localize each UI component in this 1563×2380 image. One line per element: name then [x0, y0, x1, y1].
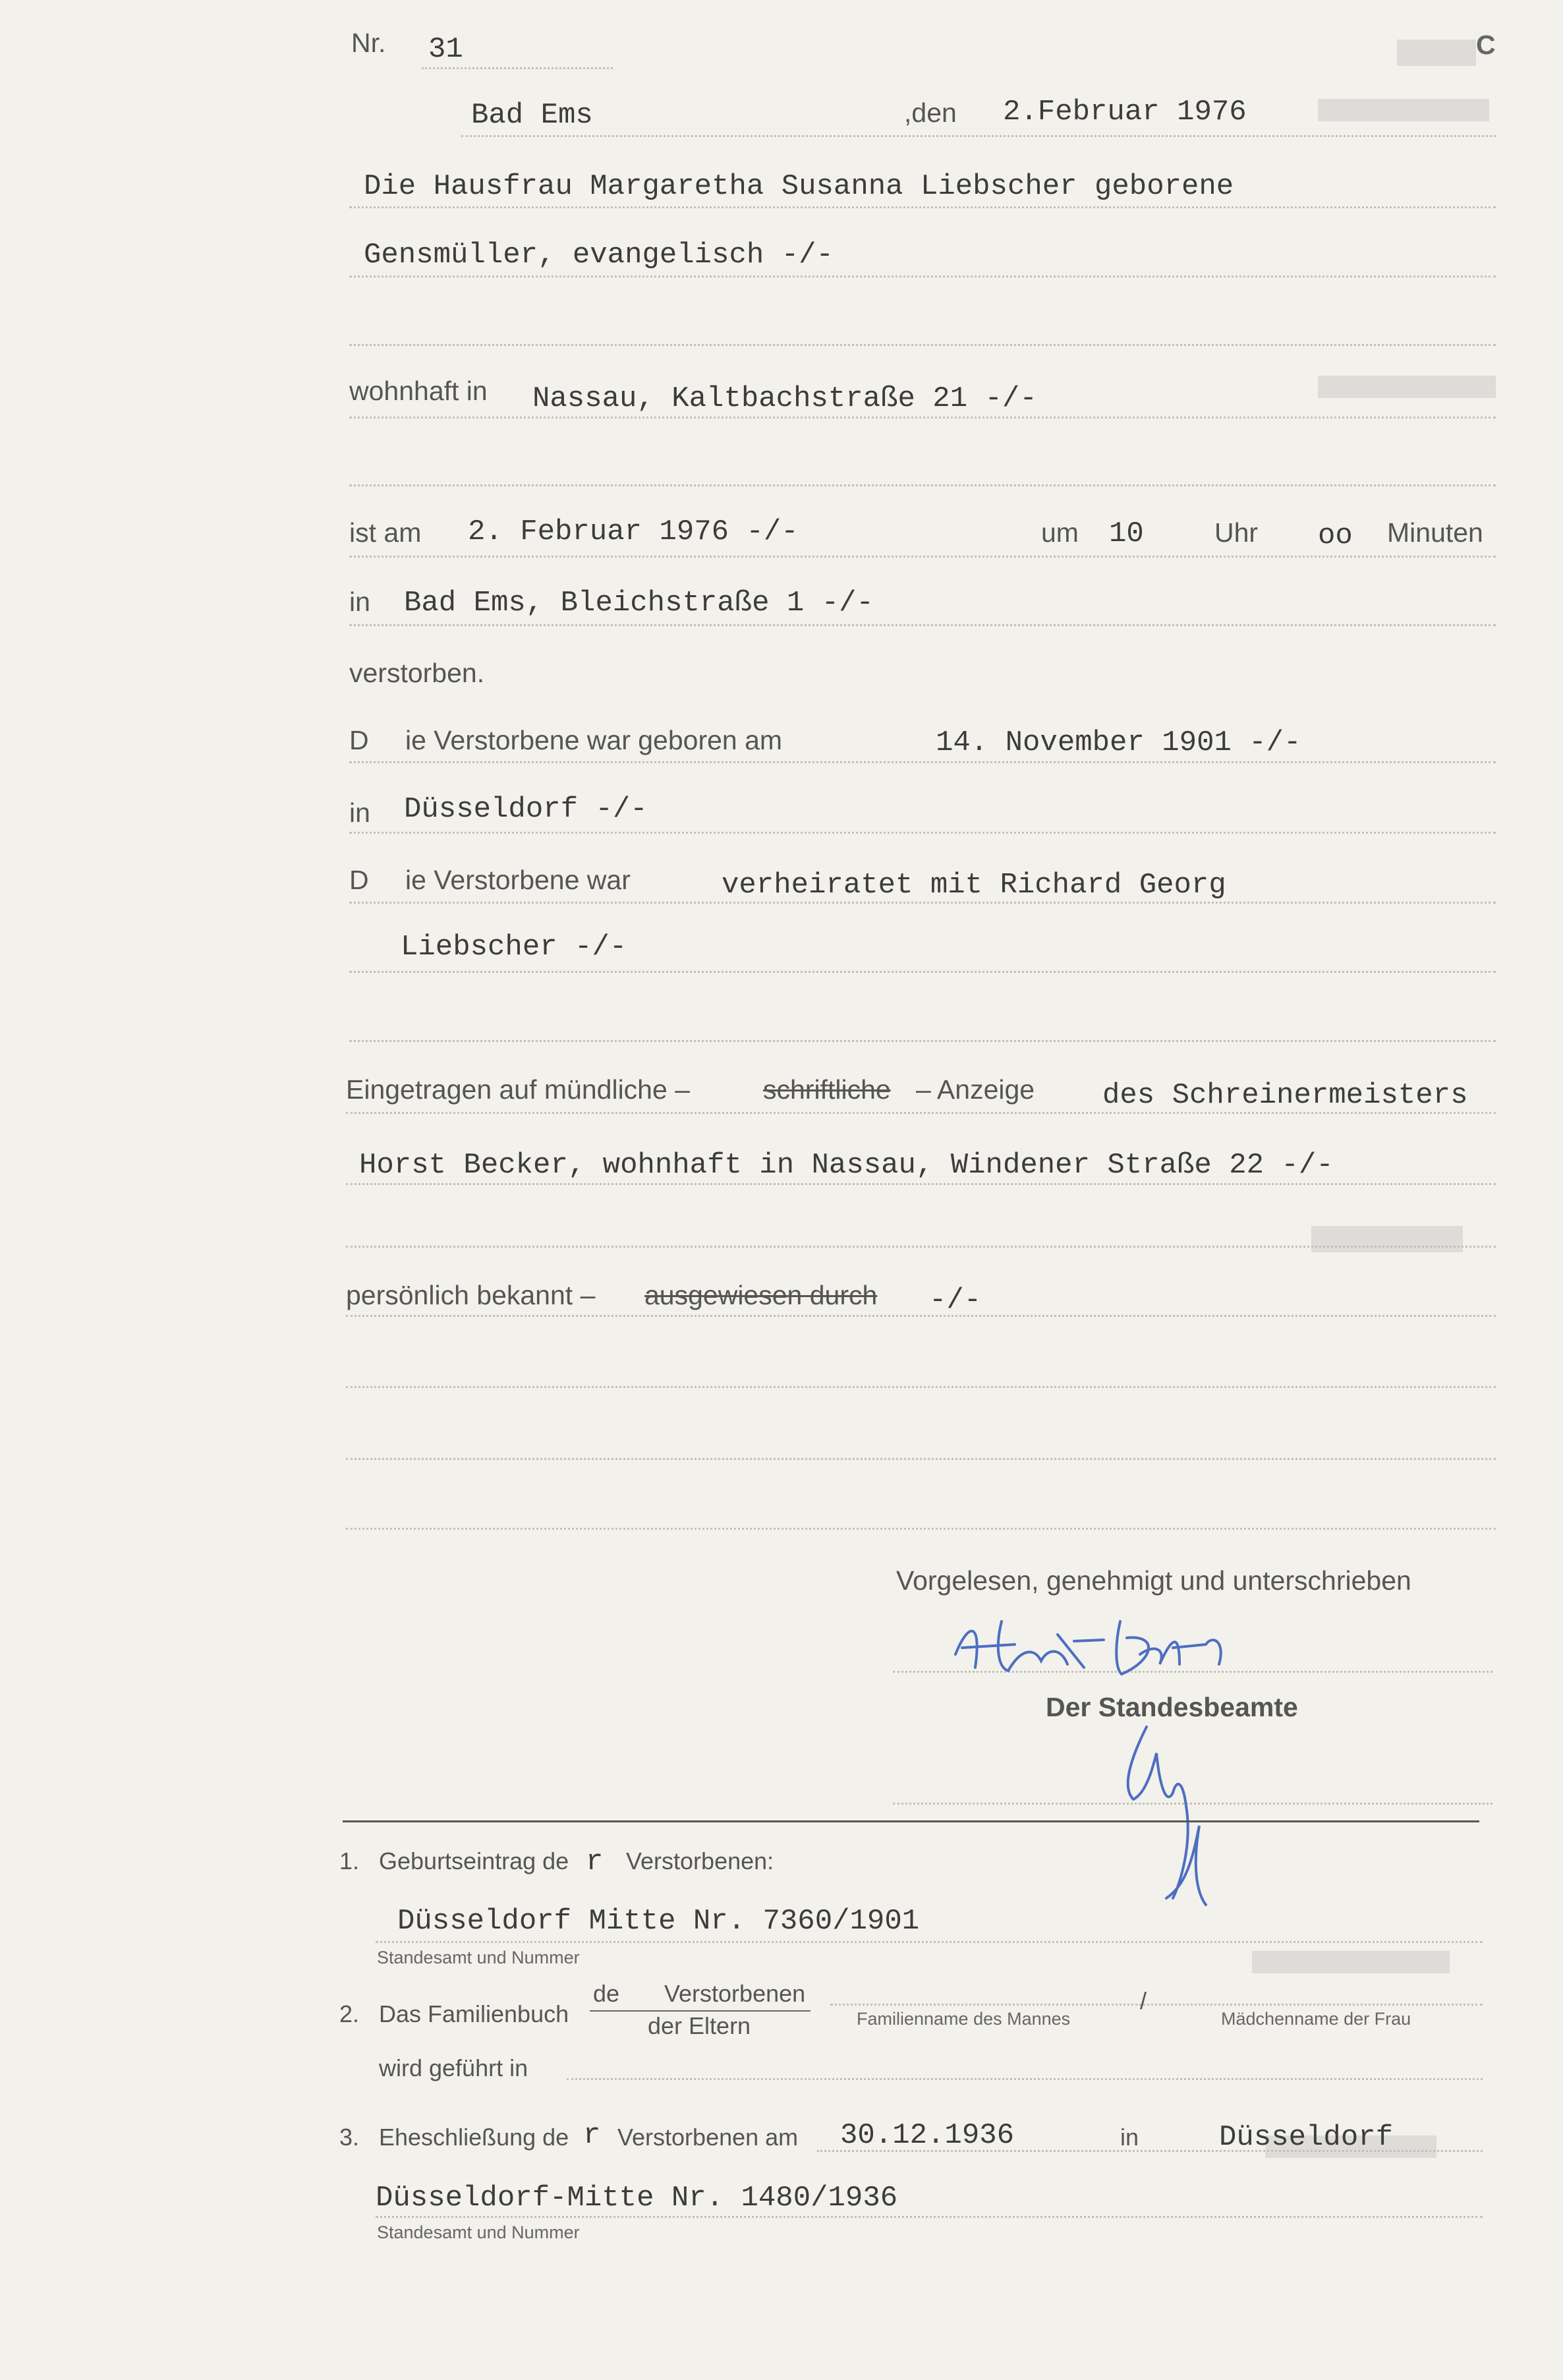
- identity-rule-4: [346, 1528, 1496, 1530]
- marriage-rule: [817, 2150, 1483, 2152]
- identity-rule-3: [346, 1458, 1496, 1460]
- report-line-2: Horst Becker, wohnhaft in Nassau, Windener Straße 22 -/-: [359, 1149, 1334, 1182]
- marriage-registry-caption: Standesamt und Nummer: [377, 2222, 580, 2242]
- birth-entry-label-a: Geburtseintrag de: [379, 1847, 569, 1874]
- death-place-rule: [349, 624, 1496, 626]
- birth-date-rule: [349, 761, 1496, 763]
- place-date-rule: [461, 135, 1496, 137]
- family-book-fraction-bar: [590, 2010, 810, 2012]
- residence-label: wohnhaft in: [349, 376, 488, 406]
- marriage-in-label: in: [1120, 2124, 1139, 2151]
- um-label: um: [1041, 517, 1079, 548]
- residence-rule-2: [349, 484, 1496, 486]
- birth-place: Düsseldorf -/-: [404, 793, 648, 826]
- marriage-typed-r: r: [583, 2119, 601, 2152]
- record-number-rule: [422, 67, 613, 69]
- birth-place-rule: [349, 832, 1496, 834]
- death-date-rule: [349, 556, 1496, 558]
- birth-entry-rule: [376, 1941, 1483, 1943]
- footer-divider: [343, 1820, 1479, 1822]
- uhr-label: Uhr: [1214, 517, 1259, 548]
- report-anzeige: – Anzeige: [916, 1074, 1035, 1105]
- names-slash: /: [1140, 1987, 1147, 2014]
- identity-value: -/-: [929, 1284, 982, 1317]
- birth-d-label: D: [349, 725, 369, 755]
- report-rule-3: [346, 1246, 1496, 1248]
- deceased-line-2: Gensmüller, evangelisch -/-: [364, 239, 834, 272]
- death-minutes: oo: [1318, 519, 1353, 552]
- family-book-frac-top-b: Verstorbenen: [664, 1980, 806, 2007]
- registry-place: Bad Ems: [471, 99, 593, 132]
- read-approved-signed: Vorgelesen, genehmigt und unterschrieben: [896, 1565, 1411, 1596]
- family-book-wird-label: wird geführt in: [379, 2054, 528, 2081]
- marriage-date: 30.12.1936: [840, 2119, 1015, 2152]
- deceased-rule-1: [349, 206, 1496, 208]
- footer-item-3-number: 3.: [339, 2124, 360, 2151]
- birth-entry-label-b: Verstorbenen:: [626, 1847, 774, 1874]
- death-hour: 10: [1109, 517, 1144, 550]
- family-book-names-rule: [830, 2004, 1483, 2006]
- wife-maiden-name-caption: Mädchenname der Frau: [1221, 2009, 1411, 2029]
- minuten-label: Minuten: [1387, 517, 1483, 548]
- marriage-label-b: Verstorbenen am: [617, 2124, 799, 2151]
- identity-rule-2: [346, 1386, 1496, 1388]
- birth-entry-caption: Standesamt und Nummer: [377, 1948, 580, 1967]
- marriage-label-a: Eheschließung de: [379, 2124, 569, 2151]
- birth-entry-value: Düsseldorf Mitte Nr. 7360/1901: [397, 1905, 920, 1938]
- death-place: Bad Ems, Bleichstraße 1 -/-: [404, 587, 874, 620]
- family-book-frac-top-a: de: [593, 1980, 620, 2007]
- birth-label: ie Verstorbene war geboren am: [405, 725, 783, 755]
- marital-rule-2: [349, 971, 1496, 973]
- record-number-label: Nr.: [351, 28, 386, 58]
- informant-signature: [942, 1608, 1259, 1687]
- report-struck-written: schriftliche: [763, 1074, 891, 1105]
- marital-rule-1: [349, 902, 1496, 904]
- report-line-1: des Schreinermeisters: [1102, 1079, 1468, 1112]
- residence-value: Nassau, Kaltbachstraße 21 -/-: [532, 382, 1037, 415]
- marriage-registry-rule: [376, 2216, 1483, 2218]
- corner-mark: C: [1476, 30, 1496, 60]
- identity-rule-1: [346, 1315, 1496, 1317]
- report-label: Eingetragen auf mündliche –: [346, 1074, 690, 1105]
- identity-struck: ausgewiesen durch: [644, 1280, 878, 1310]
- registrar-label: Der Standesbeamte: [1046, 1692, 1298, 1722]
- footer-item-2-number: 2.: [339, 2000, 360, 2027]
- report-rule-1: [346, 1112, 1496, 1114]
- marital-rule-3: [349, 1040, 1496, 1042]
- record-number: 31: [428, 33, 463, 66]
- registry-date: 2.Februar 1976: [1003, 96, 1247, 129]
- deceased-rule-2: [349, 276, 1496, 277]
- marital-line-1: verheiratet mit Richard Georg: [722, 869, 1226, 902]
- marital-line-2: Liebscher -/-: [401, 931, 627, 964]
- marriage-place: Düsseldorf: [1219, 2121, 1394, 2154]
- identity-label: persönlich bekannt –: [346, 1280, 596, 1310]
- report-rule-2: [346, 1183, 1496, 1185]
- birth-entry-typed-r: r: [586, 1845, 604, 1878]
- birth-place-label: in: [349, 798, 370, 828]
- family-book-frac-bottom: der Eltern: [648, 2012, 751, 2039]
- family-book-label: Das Familienbuch: [379, 2000, 569, 2027]
- death-place-label: in: [349, 587, 370, 617]
- deceased-rule-3: [349, 344, 1496, 346]
- death-date: 2. Februar 1976 -/-: [468, 515, 799, 548]
- residence-rule: [349, 417, 1496, 419]
- death-date-label: ist am: [349, 517, 422, 548]
- deceased-line-1: Die Hausfrau Margaretha Susanna Liebscher geborene: [364, 170, 1234, 203]
- footer-item-1-number: 1.: [339, 1847, 360, 1874]
- registrar-signature: [1094, 1714, 1226, 1911]
- family-book-location-rule: [567, 2078, 1483, 2080]
- birth-date: 14. November 1901 -/-: [936, 726, 1301, 759]
- marital-d-label: D: [349, 865, 369, 895]
- husband-surname-caption: Familienname des Mannes: [857, 2009, 1071, 2029]
- marriage-registry-value: Düsseldorf-Mitte Nr. 1480/1936: [376, 2182, 898, 2215]
- verstorben-label: verstorben.: [349, 658, 485, 688]
- den-label: ,den: [904, 98, 957, 128]
- marital-label: ie Verstorbene war: [405, 865, 631, 895]
